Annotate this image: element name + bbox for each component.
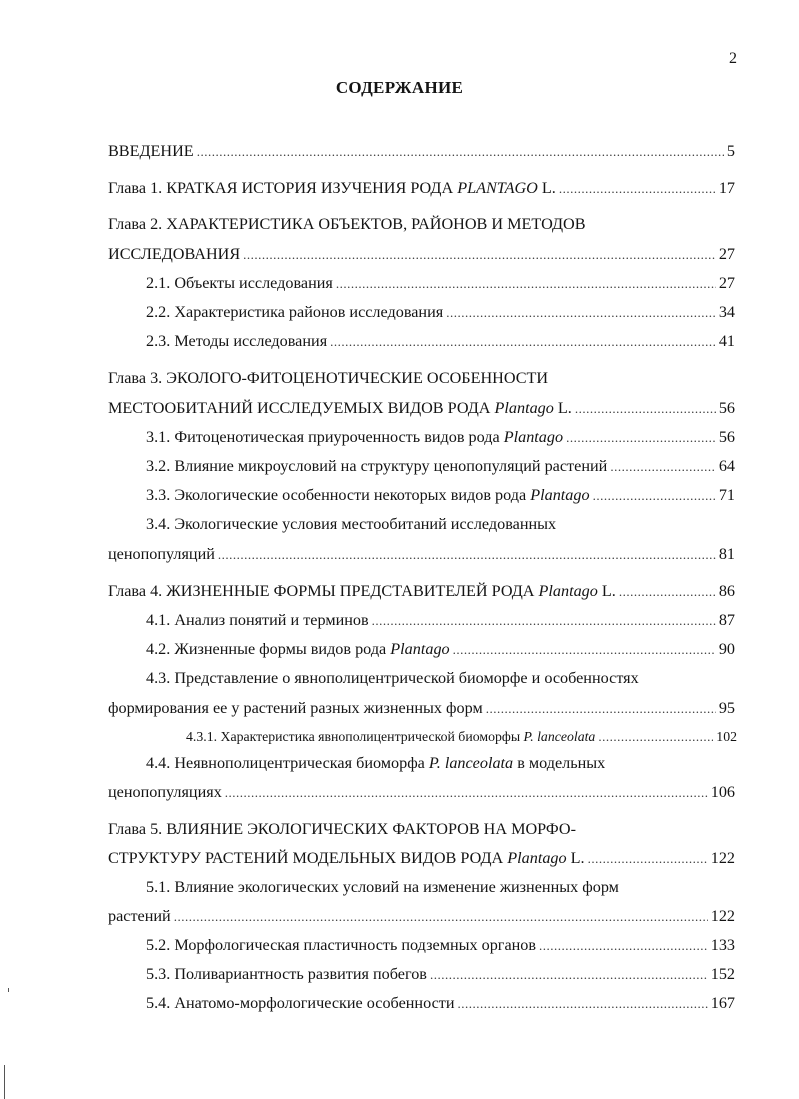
toc-entry-3-4-cont: ценопопуляций ..... 81 bbox=[108, 543, 735, 565]
toc-page: 90 bbox=[718, 640, 735, 658]
toc-entry-chapter-1: Глава 1. КРАТКАЯ ИСТОРИЯ ИЗУЧЕНИЯ РОДА PLANTAGO L. ..... 17 bbox=[108, 177, 735, 199]
toc-entry-4-4: 4.4. Неявнополицентрическая биоморфа P. lanceolata в модельных bbox=[146, 754, 606, 772]
toc-entry-4-3-cont: формирования ее у растений разных жизненных форм ..... 95 bbox=[108, 697, 735, 719]
toc-page: 152 bbox=[710, 965, 735, 983]
toc-page: 56 bbox=[718, 428, 735, 446]
toc-entry-5-4: 5.4. Анатомо-морфологические особенности ..... 167 bbox=[146, 992, 735, 1014]
toc-page: 17 bbox=[718, 179, 735, 197]
toc-page: 27 bbox=[718, 274, 735, 292]
toc-page: 106 bbox=[710, 783, 735, 801]
toc-entry-4-2: 4.2. Жизненные формы видов рода Plantago ..... 90 bbox=[146, 638, 735, 660]
toc-page: 86 bbox=[718, 582, 735, 600]
toc-entry-4-3: 4.3. Представление о явнополицентрической биоморфе и особенностях bbox=[146, 669, 639, 687]
toc-entry-introduction: ВВЕДЕНИЕ ..... 5 bbox=[108, 140, 735, 162]
toc-entry-chapter-5-cont: СТРУКТУРУ РАСТЕНИЙ МОДЕЛЬНЫХ ВИДОВ РОДА Plantago L. ..... 122 bbox=[108, 847, 735, 869]
toc-entry-4-4-cont: ценопопуляциях ..... 106 bbox=[108, 781, 735, 803]
toc-page: 122 bbox=[710, 849, 735, 867]
toc-page: 56 bbox=[718, 399, 735, 417]
toc-entry-3-4: 3.4. Экологические условия местообитаний исследованных bbox=[146, 515, 557, 533]
toc-page: 122 bbox=[710, 907, 735, 925]
toc-page: 5 bbox=[726, 142, 735, 160]
toc-page: 102 bbox=[716, 729, 737, 744]
toc-page: 41 bbox=[718, 332, 735, 350]
toc-entry-chapter-2: Глава 2. ХАРАКТЕРИСТИКА ОБЪЕКТОВ, РАЙОНОВ И МЕТОДОВ bbox=[108, 215, 586, 233]
toc-page: 81 bbox=[718, 545, 735, 563]
toc-entry-chapter-4: Глава 4. ЖИЗНЕННЫЕ ФОРМЫ ПРЕДСТАВИТЕЛЕЙ РОДА Plantago L. ..... 86 bbox=[108, 580, 735, 602]
toc-entry-chapter-2-cont: ИССЛЕДОВАНИЯ ..... 27 bbox=[108, 243, 735, 265]
toc-entry-chapter-3-cont: МЕСТООБИТАНИЙ ИССЛЕДУЕМЫХ ВИДОВ РОДА Plantago L. ..... 56 bbox=[108, 397, 735, 419]
toc-page: 133 bbox=[710, 936, 735, 954]
toc-page: 27 bbox=[718, 245, 735, 263]
toc-entry-5-1: 5.1. Влияние экологических условий на изменение жизненных форм bbox=[146, 878, 619, 896]
toc-entry-2-1: 2.1. Объекты исследования ..... 27 bbox=[146, 272, 735, 294]
toc-entry-4-3-1: 4.3.1. Характеристика явнополицентрической биоморфы P. lanceolata ..... 102 bbox=[186, 726, 737, 748]
scan-edge-line bbox=[4, 1065, 5, 1099]
page-number: 2 bbox=[729, 50, 737, 67]
scan-margin-mark bbox=[8, 988, 9, 992]
toc-entry-2-2: 2.2. Характеристика районов исследования ..... 34 bbox=[146, 301, 735, 323]
toc-entry-5-2: 5.2. Морфологическая пластичность подземных органов ..... 133 bbox=[146, 934, 735, 956]
toc-entry-5-3: 5.3. Поливариантность развития побегов ..... 152 bbox=[146, 963, 735, 985]
page-title: СОДЕРЖАНИЕ bbox=[335, 78, 464, 97]
toc-page: 34 bbox=[718, 303, 735, 321]
toc-page: 87 bbox=[718, 611, 735, 629]
toc-page: 71 bbox=[718, 486, 735, 504]
toc-entry-chapter-5: Глава 5. ВЛИЯНИЕ ЭКОЛОГИЧЕСКИХ ФАКТОРОВ НА МОРФО- bbox=[108, 820, 576, 838]
toc-page: 64 bbox=[718, 457, 735, 475]
toc-page: 95 bbox=[718, 699, 735, 717]
toc-entry-3-3: 3.3. Экологические особенности некоторых видов рода Plantago ..... 71 bbox=[146, 484, 735, 506]
toc-entry-3-1: 3.1. Фитоценотическая приуроченность видов рода Plantago ..... 56 bbox=[146, 426, 735, 448]
toc-entry-chapter-3: Глава 3. ЭКОЛОГО-ФИТОЦЕНОТИЧЕСКИЕ ОСОБЕННОСТИ bbox=[108, 369, 549, 387]
toc-entry-2-3: 2.3. Методы исследования ..... 41 bbox=[146, 330, 735, 352]
toc-page: 167 bbox=[710, 994, 735, 1012]
toc-entry-4-1: 4.1. Анализ понятий и терминов ..... 87 bbox=[146, 609, 735, 631]
toc-entry-5-1-cont: растений ..... 122 bbox=[108, 905, 735, 927]
toc-entry-3-2: 3.2. Влияние микроусловий на структуру ценопопуляций растений ..... 64 bbox=[146, 455, 735, 477]
